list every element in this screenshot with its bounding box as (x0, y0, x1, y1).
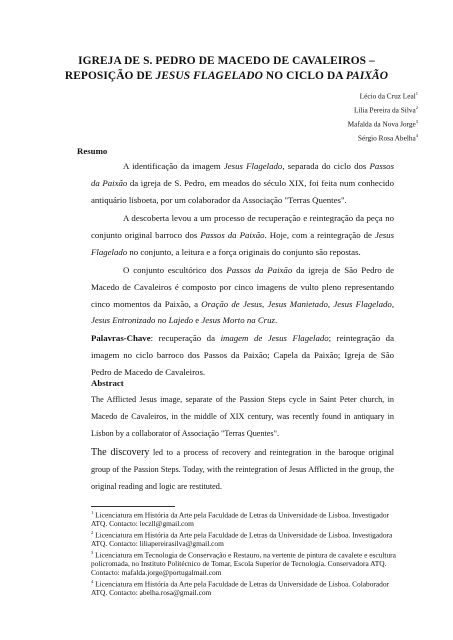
italic-run: Jesus Flagelado (91, 229, 395, 257)
footnote-text: Licenciatura em História da Arte pela Faculdade de Letras da Universidade de Lisboa. Investigadora ATQ. Contacto: liliapereirasilva@gmail.com (91, 530, 393, 549)
text-run: , (391, 298, 395, 309)
author-name: Lécio da Cruz Leal (359, 91, 416, 101)
italic-run: Jesus Flagelado (223, 161, 283, 171)
text-run: no conjunto, a leitura e a força originais do conjunto são repostas. (127, 246, 361, 257)
author-mark: 4 (415, 133, 418, 138)
italic-run: Jesus Manietado (267, 298, 328, 309)
footnote-mark: 4 (91, 579, 94, 584)
author-mark: 2 (415, 105, 418, 110)
footnote-1 (91, 509, 403, 529)
text-run: , (327, 298, 334, 309)
title-line-2 (0, 70, 453, 82)
resumo-paragraph-1 (91, 158, 394, 208)
text-run: da igreja de S. Pedro, em meados do século XIX, foi feita num conhecido antiquário lisboeta, por um colaborador da Associação "Terras Quentes". (91, 177, 394, 205)
author-2 (354, 105, 418, 114)
footnote-text: Licenciatura em História da Arte pela Faculdade de Letras da Universidade de Lisboa. Investigador ATQ. Contacto: leczll@gmail.com (91, 510, 390, 529)
italic-run: Passos da Paixão (200, 229, 265, 240)
text-run: : recuperação da (150, 333, 221, 343)
title-part: REPOSIÇÃO DE (64, 70, 156, 82)
author-mark: 3 (415, 119, 418, 124)
footnote-text: Licenciatura em História da Arte pela Faculdade de Letras da Universidade de Lisboa. Colaborador ATQ. Contacto: abelha.rosa@gmail.com (91, 579, 390, 598)
text-run: O conjunto escultórico dos (123, 265, 227, 275)
abstract-paragraph-2 (91, 444, 394, 495)
footnote-2 (91, 529, 403, 549)
text-run: e (193, 315, 202, 326)
footnote-text: Licenciatura em Tecnologia de Conservação e Restauro, na vertente de pintura de cavalete e escultura policromada, no Instituto Politécnico de Tomar, Escola Superior de Tecnologia. Conservadora ATQ. Contacto: mafalda.jorge@portugalmail.com (91, 550, 396, 578)
title-part: NO CICLO DA (262, 70, 346, 82)
title-line-1: IGREJA DE S. PEDRO DE MACEDO DE CAVALEIROS – (78, 55, 375, 67)
text-run: A descoberta levou a um processo de recuperação e reintegração da peça no conjunto original barroco dos (91, 213, 394, 240)
palavras-chave (91, 330, 394, 380)
text-run: . (274, 315, 278, 326)
italic-run: Oração de Jesus (201, 298, 263, 309)
text-run: , (262, 298, 268, 309)
italic-run: Jesus Morto na Cruz (201, 315, 275, 326)
text-run: led to a process of recovery and reintegration in the baroque original group of the Passion Steps. Today, with the reintegration of Jesus Afflicted in the group, the original reading and logic are restituted. (91, 448, 394, 491)
italic-run: Passos da Paixão (226, 265, 293, 275)
text-run: ; reintegração da imagem no ciclo barroco dos Passos da Paixão; Capela da Paixão; Igreja de São Pedro de Macedo de Cavaleiros. (91, 333, 394, 377)
footnote-mark: 2 (91, 530, 94, 535)
author-1 (360, 91, 418, 100)
abstract-paragraph-1: The Afflicted Jesus image, separate of the Passion Steps cycle in Saint Peter church, in Macedo de Cavaleiros, in the middle of XIX century, was recently found in antiquary in Lisbon by a collaborator of Associação "Terras Quentes". (91, 395, 394, 438)
text-run: A identificação da imagem (123, 161, 224, 171)
palavras-chave-label: Palavras-Chave (91, 333, 151, 343)
resumo-paragraph-2 (91, 210, 394, 260)
footnote-mark: 1 (91, 510, 94, 515)
footnote-separator (91, 506, 175, 507)
author-mark: 1 (415, 91, 418, 96)
italic-run: imagem de Jesus Flagelado (220, 333, 329, 343)
author-4 (358, 133, 418, 142)
text-run: The discovery (91, 447, 150, 458)
author-3 (348, 119, 418, 128)
footnote-4 (91, 578, 403, 598)
abstract-heading: Abstract (91, 378, 124, 388)
resumo-heading: Resumo (77, 146, 108, 156)
author-name: Sérgio Rosa Abelha (357, 133, 416, 143)
author-name: Lília Pereira da Silva (353, 105, 416, 115)
footnote-mark: 3 (91, 550, 94, 555)
text-run: . Hoje, com a reintegração de (264, 229, 375, 240)
italic-run: Passos da Paixão (91, 161, 394, 188)
footnote-3 (91, 549, 403, 578)
italic-run: Jesus Flagelado (333, 298, 392, 309)
text-run: , separada do ciclo dos (282, 161, 370, 171)
author-name: Mafalda da Nova Jorge (347, 119, 416, 129)
italic-run: Jesus Entronizado no Lajedo (91, 315, 194, 326)
resumo-paragraph-3 (91, 262, 394, 329)
title-italic-part: PAIXÃO (345, 70, 389, 82)
title-italic-part: JESUS FLAGELADO (155, 70, 263, 82)
text-run: da igreja de São Pedro de Macedo de Cavaleiros é composto por cinco imagens de vulto pleno representando cinco momentos da Paixão, a (91, 265, 394, 309)
